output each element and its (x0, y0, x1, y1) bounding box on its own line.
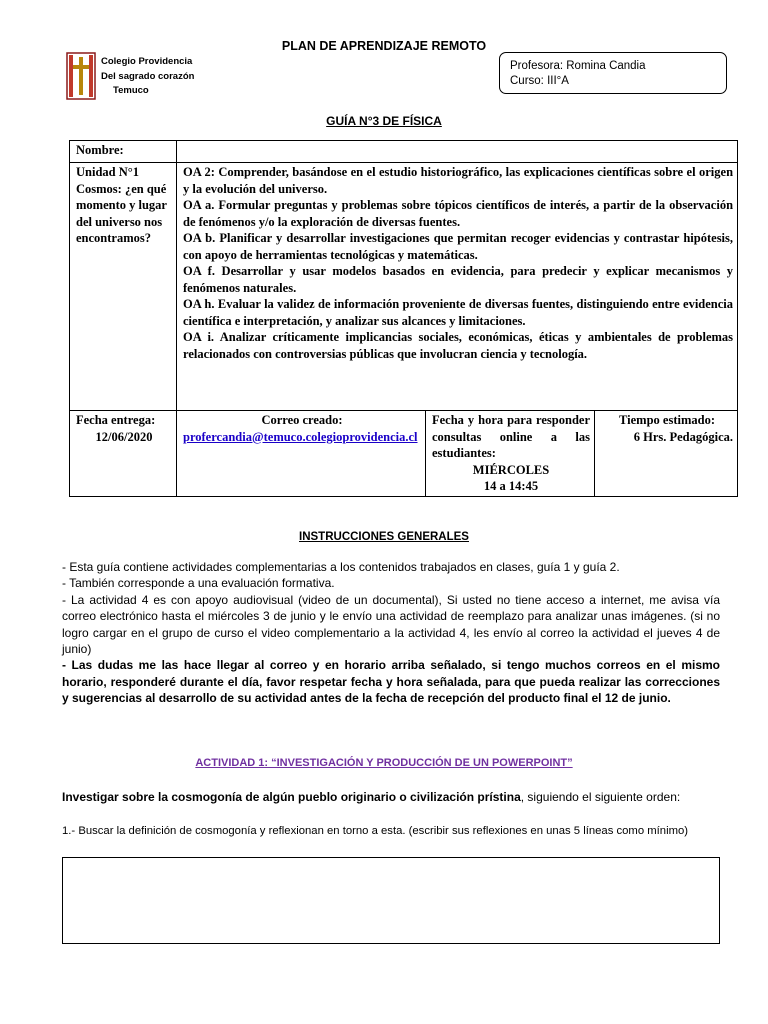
instructions-list (62, 559, 720, 707)
consult-cell (426, 411, 595, 497)
time-value: 6 Hrs. Pedagógica. (633, 429, 734, 444)
instruction-item: - La actividad 4 es con apoyo audiovisual (video de un documental), Si usted no tiene acceso a internet, me avisa vía correo electrónico hasta el miércoles 3 de junio y le envío una actividad de reemplazo para analizar unas imágenes. (si no logro cargar en el grupo de curso el video complementario a la actividad 4, les envío al correo la actividad el jueves 4 de junio) (62, 592, 720, 657)
objective-item: OA i. Analizar críticamente implicancias sociales, económicas, éticas y ambientales de problemas relacionados con controversias públicas que involucran ciencia y tecnología. (183, 330, 734, 361)
name-input-cell[interactable] (177, 141, 738, 163)
guide-info-table (69, 140, 738, 497)
activity-intro (62, 790, 722, 804)
unit-title: Unidad N°1 (76, 165, 140, 179)
objective-item: OA f. Desarrollar y usar modelos basados en evidencia, para predecir y explicar mecanismos y fenómenos naturales. (183, 264, 734, 295)
instruction-item: - Las dudas me las hace llegar al correo y en horario arriba señalado, si tengo muchos correos en el mismo horario, responderé durante el día, favor respetar fecha y hora señalada, para que pueda realizar las correcciones y sugerencias al desarrollo de su actividad antes de la fecha de recepción del producto final el 12 de junio. (62, 658, 720, 706)
delivery-label: Fecha entrega: (76, 413, 156, 427)
school-logo (66, 52, 96, 100)
activity-intro-rest: , siguiendo el siguiente orden: (520, 790, 681, 804)
objective-item: OA b. Planificar y desarrollar investigaciones que permitan recoger evidencias y contrastar hipótesis, con apoyo de herramientas tecnológicas y matemáticas. (183, 231, 734, 262)
objectives-cell (177, 163, 738, 411)
email-cell (177, 411, 426, 497)
answer-box[interactable] (62, 857, 720, 944)
activity-step-1: 1.- Buscar la definición de cosmogonía y reflexionan en torno a esta. (escribir sus reflexiones en unas 5 líneas como mínimo) (62, 825, 689, 837)
activity-intro-bold: Investigar sobre la cosmogonía de algún pueblo originario o civilización prístina (62, 790, 521, 804)
instructions-title: INSTRUCCIONES GENERALES (299, 531, 469, 543)
name-label: Nombre: (76, 143, 124, 157)
activity-title: ACTIVIDAD 1: “INVESTIGACIÓN Y PRODUCCIÓN DE UN POWERPOINT” (195, 757, 573, 769)
page-title: PLAN DE APRENDIZAJE REMOTO (281, 39, 487, 53)
instruction-item: - Esta guía contiene actividades complementarias a los contenidos trabajados en clases, guía 1 y guía 2. (62, 560, 620, 574)
teacher-info-box (499, 52, 727, 94)
unit-cell (70, 163, 177, 411)
teacher-name: Profesora: Romina Candia (510, 60, 646, 72)
objective-item: OA 2: Comprender, basándose en el estudio historiográfico, las explicaciones científicas sobre el origen y la evolución del universo. (183, 165, 734, 196)
instruction-item: - También corresponde a una evaluación formativa. (62, 576, 335, 591)
delivery-date: 12/06/2020 (95, 429, 153, 444)
school-name-line-2: Del sagrado corazón (101, 71, 195, 82)
email-link[interactable]: profercandia@temuco.colegioprovidencia.cl (183, 429, 418, 444)
unit-description: Cosmos: ¿en qué momento y lugar del universo nos encontramos? (76, 181, 167, 245)
email-label: Correo creado: (261, 413, 343, 427)
guide-title: GUÍA N°3 DE FÍSICA (326, 114, 442, 128)
delivery-cell (70, 411, 177, 497)
consult-time: 14 a 14:45 (483, 479, 539, 493)
time-cell (595, 411, 738, 497)
time-label: Tiempo estimado: (619, 413, 715, 427)
objective-item: OA a. Formular preguntas y problemas sobre tópicos científicos de interés, a partir de la observación de fenómenos y/o la exploración de diversas fuentes. (183, 198, 734, 229)
consult-label: Fecha y hora para responder consultas online a las estudiantes: (432, 413, 590, 460)
school-name-line-3: Temuco (113, 85, 149, 96)
consult-day: MIÉRCOLES (472, 462, 550, 477)
course-label: Curso: III°A (510, 75, 569, 87)
name-label-cell (70, 141, 177, 163)
school-name-line-1: Colegio Providencia (101, 56, 193, 67)
objective-item: OA h. Evaluar la validez de información proveniente de diversas fuentes, distinguiendo entre evidencia científica e interpretación, y analizar sus alcances y limitaciones. (183, 297, 734, 328)
